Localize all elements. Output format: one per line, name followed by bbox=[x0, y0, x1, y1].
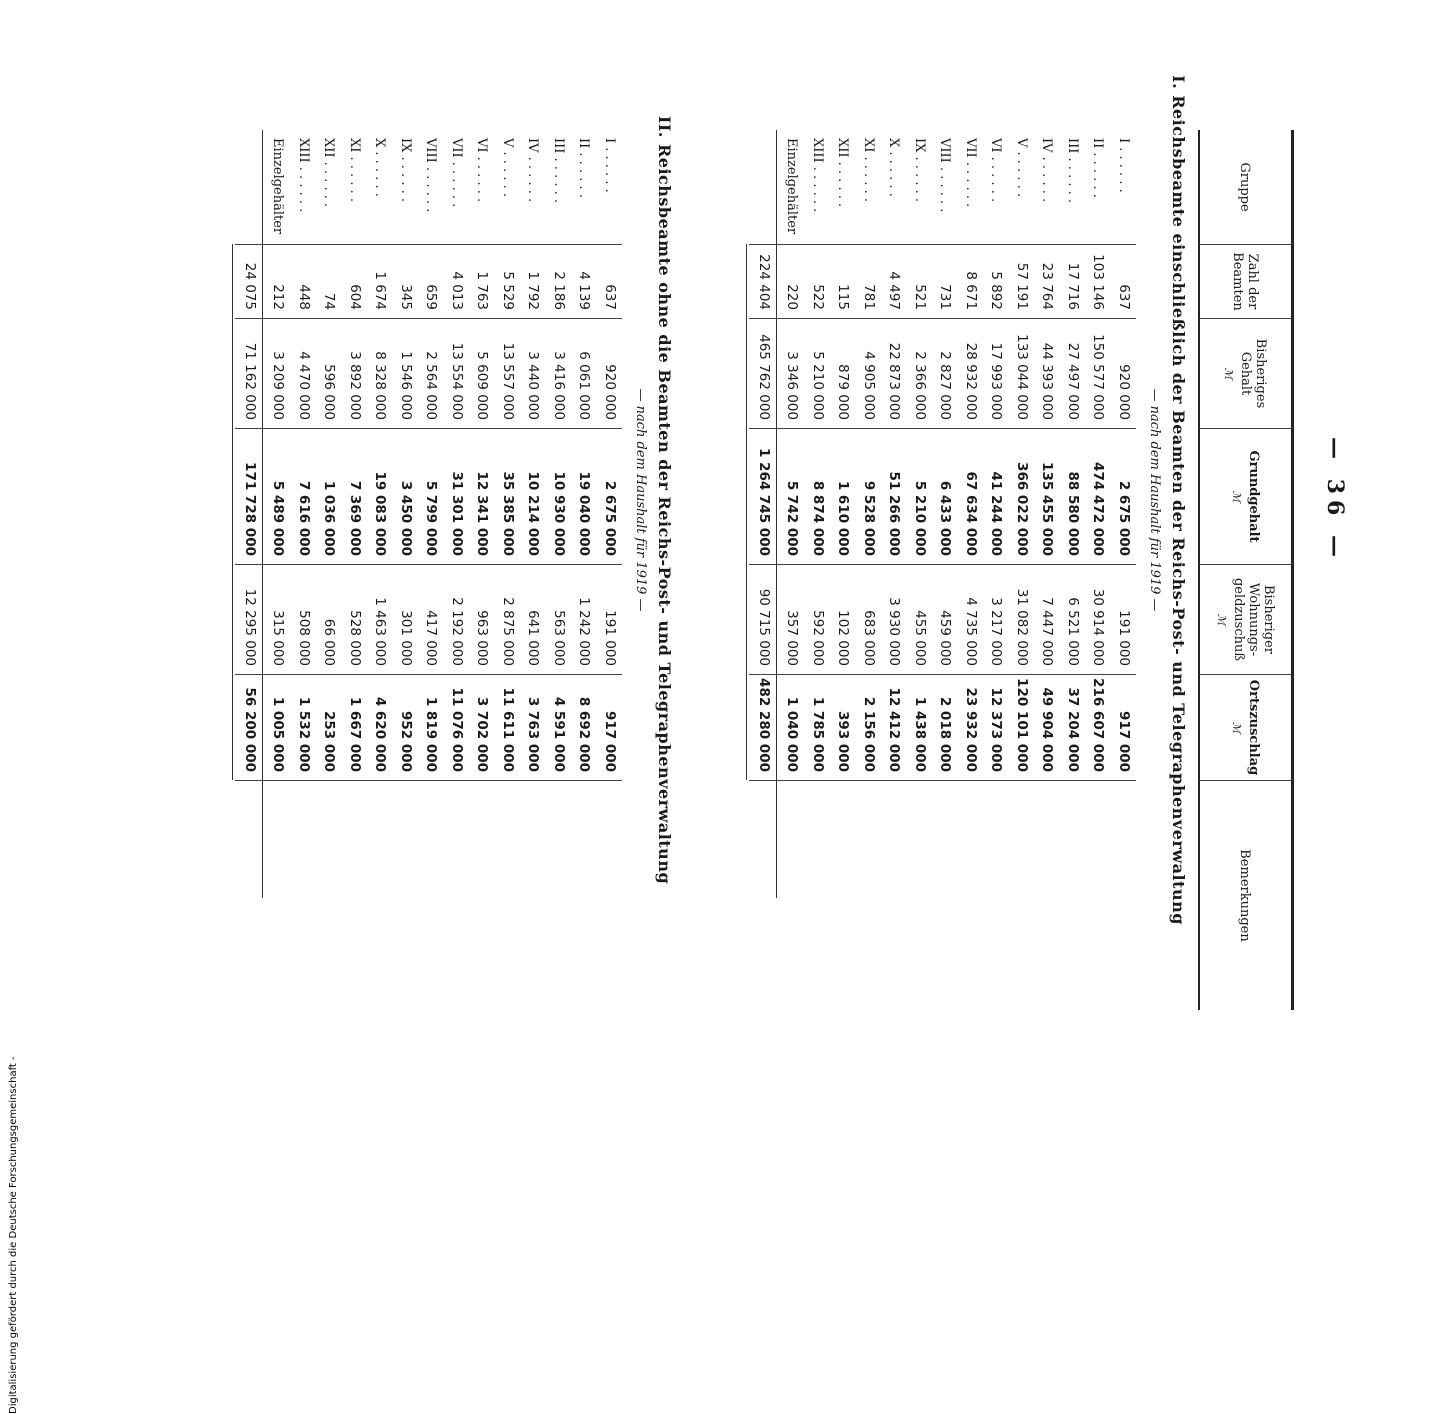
cell-prev-salary: 4 470 000 bbox=[296, 351, 312, 420]
table-row bbox=[546, 130, 572, 898]
cell-prev-housing: 459 000 bbox=[937, 610, 954, 666]
cell-group: XII . . . . . . bbox=[835, 138, 851, 208]
table-row bbox=[1009, 130, 1035, 898]
cell-local-supplement: 37 204 000 bbox=[1065, 687, 1081, 772]
cell-count: 8 671 bbox=[963, 271, 979, 310]
table-row bbox=[469, 130, 495, 898]
cell-group: XI . . . . . . bbox=[347, 138, 362, 202]
cell-count: 23 764 bbox=[1039, 262, 1056, 310]
header-remarks bbox=[1199, 780, 1291, 1010]
cell-group: IV . . . . . . bbox=[1039, 138, 1055, 203]
cell-count: 17 716 bbox=[1065, 262, 1081, 310]
cell-group: V . . . . . . bbox=[500, 138, 515, 197]
cell-count: 521 bbox=[912, 284, 928, 310]
total-cell-base-salary: 1 264 745 000 bbox=[756, 447, 772, 556]
cell-local-supplement: 3 763 000 bbox=[525, 696, 542, 772]
cell-group: VIII . . . . . . bbox=[937, 138, 953, 213]
cell-prev-salary: 3 346 000 bbox=[784, 351, 801, 420]
cell-base-salary: 5 742 000 bbox=[784, 480, 801, 556]
cell-local-supplement: 23 932 000 bbox=[963, 687, 979, 772]
cell-group: X . . . . . . bbox=[372, 138, 388, 197]
table-end-rule bbox=[747, 244, 748, 780]
table-row bbox=[597, 130, 623, 898]
cell-prev-housing: 528 000 bbox=[347, 610, 363, 666]
cell-prev-housing: 3 930 000 bbox=[886, 597, 903, 666]
cell-prev-salary: 5 609 000 bbox=[474, 351, 491, 420]
cell-count: 781 bbox=[861, 284, 877, 310]
cell-group: XIII . . . . . . bbox=[810, 138, 825, 213]
cell-group: XII . . . . . . bbox=[321, 138, 337, 208]
total-cell-local-supplement: 482 280 000 bbox=[756, 678, 772, 772]
cell-prev-housing: 592 000 bbox=[810, 610, 826, 666]
cell-group: VI . . . . . . bbox=[474, 138, 490, 203]
cell-local-supplement: 393 000 bbox=[835, 710, 852, 772]
cell-prev-housing: 7 447 000 bbox=[1039, 597, 1056, 666]
table-header bbox=[1198, 130, 1294, 1010]
table-row bbox=[520, 130, 546, 898]
cell-local-supplement: 1 005 000 bbox=[270, 696, 287, 772]
table-row bbox=[342, 130, 368, 898]
cell-prev-housing: 191 000 bbox=[602, 610, 618, 666]
cell-base-salary: 1 610 000 bbox=[835, 480, 852, 556]
cell-base-salary: 474 472 000 bbox=[1090, 462, 1107, 556]
table-row bbox=[805, 130, 831, 898]
cell-prev-salary: 150 577 000 bbox=[1090, 334, 1107, 420]
cell-prev-salary: 133 044 000 bbox=[1014, 334, 1030, 420]
cell-group: V . . . . . . bbox=[1014, 138, 1029, 197]
cell-local-supplement: 2 018 000 bbox=[937, 696, 954, 772]
total-cell-count: 24 075 bbox=[242, 262, 258, 310]
table-row bbox=[291, 130, 317, 898]
cell-prev-housing: 191 000 bbox=[1116, 610, 1132, 666]
table-row bbox=[958, 130, 984, 898]
cell-local-supplement: 952 000 bbox=[398, 710, 414, 772]
cell-local-supplement: 1 532 000 bbox=[296, 696, 312, 772]
table-row bbox=[265, 130, 291, 898]
column-rule bbox=[750, 318, 1137, 319]
header-local-supplement-unit: ℳ bbox=[1230, 721, 1243, 734]
cell-prev-housing: 508 000 bbox=[296, 610, 312, 666]
header-prev-housing-unit: ℳ bbox=[1215, 613, 1228, 626]
header-count-label: Zahl der Beamten bbox=[1230, 252, 1260, 311]
cell-prev-salary: 27 497 000 bbox=[1065, 342, 1081, 420]
column-rule bbox=[236, 564, 623, 565]
cell-base-salary: 1 036 000 bbox=[321, 480, 338, 556]
cell-count: 4 497 bbox=[886, 271, 903, 310]
cell-prev-salary: 5 210 000 bbox=[810, 351, 826, 420]
cell-local-supplement: 1 785 000 bbox=[810, 696, 826, 772]
cell-count: 1 792 bbox=[525, 271, 542, 310]
cell-base-salary: 9 528 000 bbox=[861, 480, 877, 556]
cell-count: 604 bbox=[347, 284, 363, 310]
cell-count: 637 bbox=[602, 284, 618, 310]
cell-group: IX . . . . . . bbox=[912, 138, 927, 202]
cell-count: 4 013 bbox=[449, 271, 465, 310]
cell-prev-salary: 17 993 000 bbox=[988, 342, 1005, 420]
total-cell-prev-salary: 465 762 000 bbox=[756, 334, 772, 420]
cell-count: 5 529 bbox=[500, 271, 516, 310]
cell-prev-housing: 563 000 bbox=[551, 610, 567, 666]
cell-count: 448 bbox=[296, 284, 312, 310]
cell-base-salary: 5 489 000 bbox=[270, 480, 287, 556]
cell-prev-salary: 13 557 000 bbox=[500, 342, 516, 420]
cell-base-salary: 10 214 000 bbox=[525, 471, 542, 556]
cell-prev-housing: 4 735 000 bbox=[963, 597, 979, 666]
table-row bbox=[856, 130, 882, 898]
cell-prev-housing: 1 242 000 bbox=[576, 597, 593, 666]
header-local-supplement-label: Ortszuschlag bbox=[1246, 679, 1261, 776]
cell-prev-salary: 44 393 000 bbox=[1039, 342, 1056, 420]
cell-prev-salary: 2 827 000 bbox=[937, 351, 954, 420]
header-base-salary-label: Grundgehalt bbox=[1246, 450, 1261, 543]
total-row bbox=[751, 130, 778, 898]
cell-count: 522 bbox=[810, 284, 826, 310]
cell-group: III . . . . . . bbox=[551, 138, 566, 203]
cell-local-supplement: 8 692 000 bbox=[576, 696, 593, 772]
table-row bbox=[1034, 130, 1060, 898]
cell-prev-salary: 13 554 000 bbox=[449, 342, 465, 420]
table-row bbox=[393, 130, 419, 898]
total-cell-prev-housing: 90 715 000 bbox=[756, 588, 772, 666]
cell-base-salary: 12 341 000 bbox=[474, 471, 491, 556]
total-cell-base-salary: 171 728 000 bbox=[242, 462, 258, 556]
cell-group: IV . . . . . . bbox=[525, 138, 541, 203]
cell-count: 1 674 bbox=[372, 271, 389, 310]
cell-group: III . . . . . . bbox=[1065, 138, 1080, 203]
cell-count: 220 bbox=[784, 284, 801, 310]
cell-group: VII . . . . . . bbox=[963, 138, 978, 208]
cell-prev-salary: 879 000 bbox=[835, 364, 852, 420]
cell-count: 1 763 bbox=[474, 271, 491, 310]
cell-prev-housing: 641 000 bbox=[525, 610, 542, 666]
header-prev-salary-unit: ℳ bbox=[1222, 367, 1236, 380]
header-base-salary bbox=[1199, 428, 1291, 564]
cell-group: I . . . . . . bbox=[602, 138, 617, 193]
header-prev-housing bbox=[1199, 564, 1291, 674]
table-row bbox=[1085, 130, 1111, 898]
cell-prev-salary: 3 892 000 bbox=[347, 351, 363, 420]
cell-base-salary: 10 930 000 bbox=[551, 471, 567, 556]
page-number: — 36 — bbox=[1322, 437, 1348, 563]
cell-base-salary: 67 634 000 bbox=[963, 471, 979, 556]
column-rule bbox=[750, 780, 1137, 781]
cell-group: X . . . . . . bbox=[886, 138, 902, 197]
column-rule bbox=[236, 674, 623, 675]
cell-base-salary: 7 616 000 bbox=[296, 480, 312, 556]
cell-local-supplement: 917 000 bbox=[602, 710, 618, 772]
section1-title: I. Reichsbeamte einschließlich der Beamten der Reichs-Post- und Telegraphenverwaltung bbox=[1169, 75, 1188, 925]
total-row bbox=[237, 130, 264, 898]
cell-prev-salary: 4 905 000 bbox=[861, 351, 877, 420]
header-group-label: Gruppe bbox=[1237, 162, 1253, 212]
cell-prev-housing: 30 914 000 bbox=[1090, 588, 1107, 666]
cell-local-supplement: 1 438 000 bbox=[912, 696, 928, 772]
cell-group: Einzelgehälter bbox=[784, 138, 800, 235]
cell-prev-housing: 417 000 bbox=[423, 610, 440, 666]
table-row bbox=[1060, 130, 1086, 898]
cell-base-salary: 2 675 000 bbox=[1116, 480, 1132, 556]
table-row bbox=[571, 130, 597, 898]
cell-local-supplement: 3 702 000 bbox=[474, 696, 491, 772]
column-rule bbox=[236, 244, 623, 245]
cell-prev-salary: 2 564 000 bbox=[423, 351, 440, 420]
cell-prev-housing: 102 000 bbox=[835, 610, 852, 666]
table-row bbox=[779, 130, 805, 898]
cell-group: XIII . . . . . . bbox=[296, 138, 311, 213]
cell-count: 57 191 bbox=[1014, 262, 1030, 310]
table-row bbox=[418, 130, 444, 898]
cell-base-salary: 366 022 000 bbox=[1014, 462, 1030, 556]
cell-count: 74 bbox=[321, 292, 338, 310]
cell-group: VIII . . . . . . bbox=[423, 138, 439, 213]
section1-subtitle: — nach dem Haushalt für 1919 — bbox=[1147, 388, 1162, 612]
table-row bbox=[907, 130, 933, 898]
table-row bbox=[444, 130, 470, 898]
cell-base-salary: 8 874 000 bbox=[810, 480, 826, 556]
cell-prev-housing: 1 463 000 bbox=[372, 597, 389, 666]
column-rule bbox=[750, 244, 1137, 245]
cell-prev-housing: 315 000 bbox=[270, 610, 287, 666]
table-row bbox=[367, 130, 393, 898]
cell-group: II . . . . . . bbox=[576, 138, 592, 198]
cell-prev-salary: 3 440 000 bbox=[525, 351, 542, 420]
cell-count: 212 bbox=[270, 284, 287, 310]
cell-count: 345 bbox=[398, 284, 414, 310]
header-prev-salary-label: Bisheriges Gehalt bbox=[1238, 338, 1269, 409]
cell-local-supplement: 1 040 000 bbox=[784, 696, 801, 772]
cell-local-supplement: 4 620 000 bbox=[372, 696, 389, 772]
cell-prev-housing: 31 082 000 bbox=[1014, 588, 1030, 666]
cell-prev-housing: 2 875 000 bbox=[500, 597, 516, 666]
cell-base-salary: 19 083 000 bbox=[372, 471, 389, 556]
cell-local-supplement: 11 076 000 bbox=[449, 687, 465, 772]
column-rule bbox=[750, 564, 1137, 565]
cell-local-supplement: 253 000 bbox=[321, 710, 338, 772]
cell-base-salary: 51 266 000 bbox=[886, 471, 903, 556]
table-row bbox=[881, 130, 907, 898]
cell-count: 103 146 bbox=[1090, 254, 1107, 310]
cell-prev-housing: 455 000 bbox=[912, 610, 928, 666]
table-row bbox=[1111, 130, 1137, 898]
cell-group: IX . . . . . . bbox=[398, 138, 413, 202]
cell-prev-housing: 6 521 000 bbox=[1065, 597, 1081, 666]
cell-base-salary: 88 580 000 bbox=[1065, 471, 1081, 556]
cell-base-salary: 6 433 000 bbox=[937, 480, 954, 556]
cell-base-salary: 19 040 000 bbox=[576, 471, 593, 556]
cell-count: 731 bbox=[937, 284, 954, 310]
cell-base-salary: 35 385 000 bbox=[500, 471, 516, 556]
cell-local-supplement: 1 819 000 bbox=[423, 696, 440, 772]
total-cell-local-supplement: 56 200 000 bbox=[242, 687, 258, 772]
cell-local-supplement: 12 412 000 bbox=[886, 687, 903, 772]
header-prev-salary bbox=[1199, 318, 1291, 428]
cell-prev-housing: 357 000 bbox=[784, 610, 801, 666]
cell-base-salary: 31 301 000 bbox=[449, 471, 465, 556]
header-remarks-label: Bemerkungen bbox=[1237, 849, 1253, 942]
cell-count: 659 bbox=[423, 284, 440, 310]
cell-count: 115 bbox=[835, 284, 852, 310]
cell-local-supplement: 49 904 000 bbox=[1039, 687, 1056, 772]
cell-count: 5 892 bbox=[988, 271, 1005, 310]
cell-local-supplement: 1 667 000 bbox=[347, 696, 363, 772]
header-local-supplement bbox=[1199, 674, 1291, 780]
total-cell-prev-housing: 12 295 000 bbox=[242, 588, 258, 666]
cell-prev-salary: 28 932 000 bbox=[963, 342, 979, 420]
table-row bbox=[983, 130, 1009, 898]
cell-group: VI . . . . . . bbox=[988, 138, 1004, 203]
cell-prev-housing: 683 000 bbox=[861, 610, 877, 666]
table-end-rule bbox=[233, 244, 234, 780]
total-cell-count: 224 404 bbox=[756, 254, 772, 310]
cell-base-salary: 135 455 000 bbox=[1039, 462, 1056, 556]
cell-local-supplement: 2 156 000 bbox=[861, 696, 877, 772]
cell-prev-salary: 920 000 bbox=[1116, 364, 1132, 420]
cell-base-salary: 2 675 000 bbox=[602, 480, 618, 556]
table-row bbox=[495, 130, 521, 898]
cell-prev-housing: 963 000 bbox=[474, 610, 491, 666]
cell-prev-salary: 8 328 000 bbox=[372, 351, 389, 420]
cell-local-supplement: 120 101 000 bbox=[1014, 678, 1030, 772]
column-rule bbox=[750, 674, 1137, 675]
cell-prev-housing: 66 000 bbox=[321, 618, 338, 666]
cell-prev-housing: 2 192 000 bbox=[449, 597, 465, 666]
header-group bbox=[1199, 130, 1291, 244]
header-prev-housing-label: Bisheriger Wohnungs- geldzuschuß bbox=[1231, 577, 1276, 662]
section2-title: II. Reichsbeamte ohne die Beamten der Reichs-Post- und Telegraphenverwaltung bbox=[655, 115, 674, 885]
cell-count: 4 139 bbox=[576, 271, 593, 310]
column-rule bbox=[750, 428, 1137, 429]
cell-local-supplement: 4 591 000 bbox=[551, 696, 567, 772]
digitization-note: Digitalisierung gefördert durch die Deutsche Forschungsgemeinschaft - bbox=[8, 1056, 19, 1414]
cell-local-supplement: 216 607 000 bbox=[1090, 678, 1107, 772]
column-rule bbox=[236, 428, 623, 429]
cell-local-supplement: 11 611 000 bbox=[500, 687, 516, 772]
cell-local-supplement: 12 373 000 bbox=[988, 687, 1005, 772]
cell-prev-salary: 1 546 000 bbox=[398, 351, 414, 420]
cell-local-supplement: 917 000 bbox=[1116, 710, 1132, 772]
column-rule bbox=[236, 780, 623, 781]
cell-base-salary: 7 369 000 bbox=[347, 480, 363, 556]
cell-prev-salary: 3 416 000 bbox=[551, 351, 567, 420]
cell-group: VII . . . . . . bbox=[449, 138, 464, 208]
cell-prev-salary: 920 000 bbox=[602, 364, 618, 420]
cell-base-salary: 3 450 000 bbox=[398, 480, 414, 556]
cell-group: I . . . . . . bbox=[1116, 138, 1131, 193]
cell-prev-salary: 2 366 000 bbox=[912, 351, 928, 420]
cell-prev-housing: 301 000 bbox=[398, 610, 414, 666]
column-rule bbox=[236, 318, 623, 319]
total-cell-prev-salary: 71 162 000 bbox=[242, 342, 258, 420]
cell-prev-salary: 6 061 000 bbox=[576, 351, 593, 420]
cell-prev-housing: 3 217 000 bbox=[988, 597, 1005, 666]
table-row bbox=[316, 130, 342, 898]
section2-subtitle: — nach dem Haushalt für 1919 — bbox=[633, 388, 648, 612]
cell-base-salary: 5 210 000 bbox=[912, 480, 928, 556]
cell-prev-salary: 22 873 000 bbox=[886, 342, 903, 420]
cell-group: Einzelgehälter bbox=[270, 138, 286, 235]
header-count bbox=[1199, 244, 1291, 318]
header-base-salary-unit: ℳ bbox=[1230, 490, 1243, 503]
cell-prev-salary: 3 209 000 bbox=[270, 351, 287, 420]
cell-base-salary: 41 244 000 bbox=[988, 471, 1005, 556]
cell-group: II . . . . . . bbox=[1090, 138, 1106, 198]
cell-group: XI . . . . . . bbox=[861, 138, 876, 202]
cell-count: 2 186 bbox=[551, 271, 567, 310]
cell-base-salary: 5 799 000 bbox=[423, 480, 440, 556]
table-row bbox=[932, 130, 958, 898]
cell-count: 637 bbox=[1116, 284, 1132, 310]
cell-prev-salary: 596 000 bbox=[321, 364, 338, 420]
table-row bbox=[830, 130, 856, 898]
